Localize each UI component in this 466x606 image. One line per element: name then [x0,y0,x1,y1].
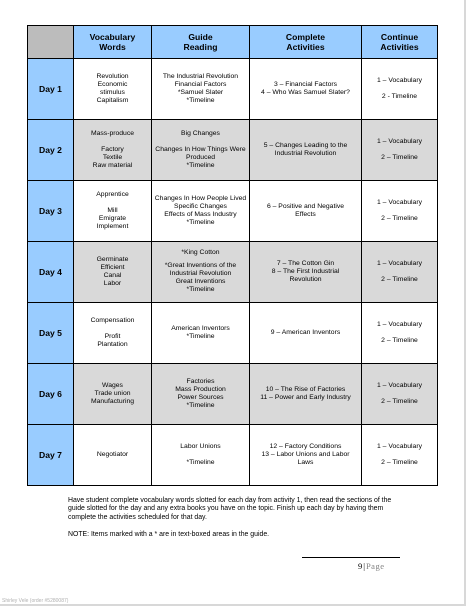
guide-reading-cell: Factories Mass Production Power Sources *Timeline [152,364,250,425]
header-complete-activities: Complete Activities [250,26,362,59]
page-number: 9 [358,561,363,571]
day-label: Day 3 [28,181,74,242]
continue-cell: 1 – Vocabulary 2 – Timeline [362,425,438,486]
instructions-paragraph: Have student complete vocabulary words slotted for each day from activity 1, then read the sections of the guide slotted for the day and any extra books you have on the topic. Finish up each day by having them complete the activities scheduled for that day. [68,497,392,521]
guide-reading-cell: Big Changes Changes In How Things Were Produced *Timeline [152,120,250,181]
vocabulary-cell: Revolution Economic stimulus Capitalism [74,59,152,120]
table-row [28,364,438,425]
activities-cell: 7 – The Cotton Gin 8 – The First Industrial Revolution [250,242,362,303]
header-vocabulary-words: Vocabulary Words [74,26,152,59]
table-row [28,59,438,120]
continue-cell: 1 – Vocabulary 2 – Timeline [362,364,438,425]
footer-divider [302,557,400,558]
activities-cell: 9 – American Inventors [250,303,362,364]
page-number-footer [358,561,384,571]
vocabulary-cell: Germinate Efficient Canal Labor [74,242,152,303]
day-label: Day 7 [28,425,74,486]
activities-cell: 6 – Positive and Negative Effects [250,181,362,242]
table-row [28,425,438,486]
page-label: Page [365,561,385,571]
activities-cell: 5 – Changes Leading to the Industrial Revolution [250,120,362,181]
continue-cell: 1 – Vocabulary 2 – Timeline [362,181,438,242]
day-label: Day 6 [28,364,74,425]
continue-cell: 1 – Vocabulary 2 – Timeline [362,303,438,364]
table-row [28,181,438,242]
vocabulary-cell: Wages Trade union Manufacturing [74,364,152,425]
corner-cell [28,26,74,59]
table-row [28,242,438,303]
instructions-block [68,497,408,549]
day-label: Day 1 [28,59,74,120]
guide-reading-cell: *King Cotton *Great Inventions of the Industrial Revolution Great Inventions *Timeline [152,242,250,303]
continue-cell: 1 – Vocabulary 2 - Timeline [362,59,438,120]
day-label: Day 4 [28,242,74,303]
activities-cell: 3 – Financial Factors 4 – Who Was Samuel Slater? [250,59,362,120]
guide-reading-cell: Changes In How People Lived Specific Changes Effects of Mass Industry *Timeline [152,181,250,242]
page-separator: | [363,561,365,571]
vocabulary-cell: Negotiator [74,425,152,486]
activities-cell: 12 – Factory Conditions 13 – Labor Unions and Labor Laws [250,425,362,486]
activities-cell: 10 – The Rise of Factories 11 – Power and Early Industry [250,364,362,425]
table-header-row [28,26,438,59]
continue-cell: 1 – Vocabulary 2 – Timeline [362,242,438,303]
vocabulary-cell: Mass-produce Factory Textile Raw material [74,120,152,181]
order-watermark: Shirley Vele (order #5280087) [2,598,69,604]
day-label: Day 2 [28,120,74,181]
guide-reading-cell: The Industrial Revolution Financial Factors *Samuel Slater *Timeline [152,59,250,120]
header-guide-reading: Guide Reading [152,26,250,59]
vocabulary-cell: Apprentice Mill Emigrate Implement [74,181,152,242]
table-row [28,303,438,364]
table-row [28,120,438,181]
continue-cell: 1 – Vocabulary 2 – Timeline [362,120,438,181]
guide-reading-cell: American Inventors *Timeline [152,303,250,364]
guide-reading-cell: Labor Unions *Timeline [152,425,250,486]
schedule-table [27,25,438,486]
day-label: Day 5 [28,303,74,364]
note-paragraph: NOTE: Items marked with a * are in text-boxed areas in the guide. [68,531,270,539]
header-continue-activities: Continue Activities [362,26,438,59]
vocabulary-cell: Compensation Profit Plantation [74,303,152,364]
